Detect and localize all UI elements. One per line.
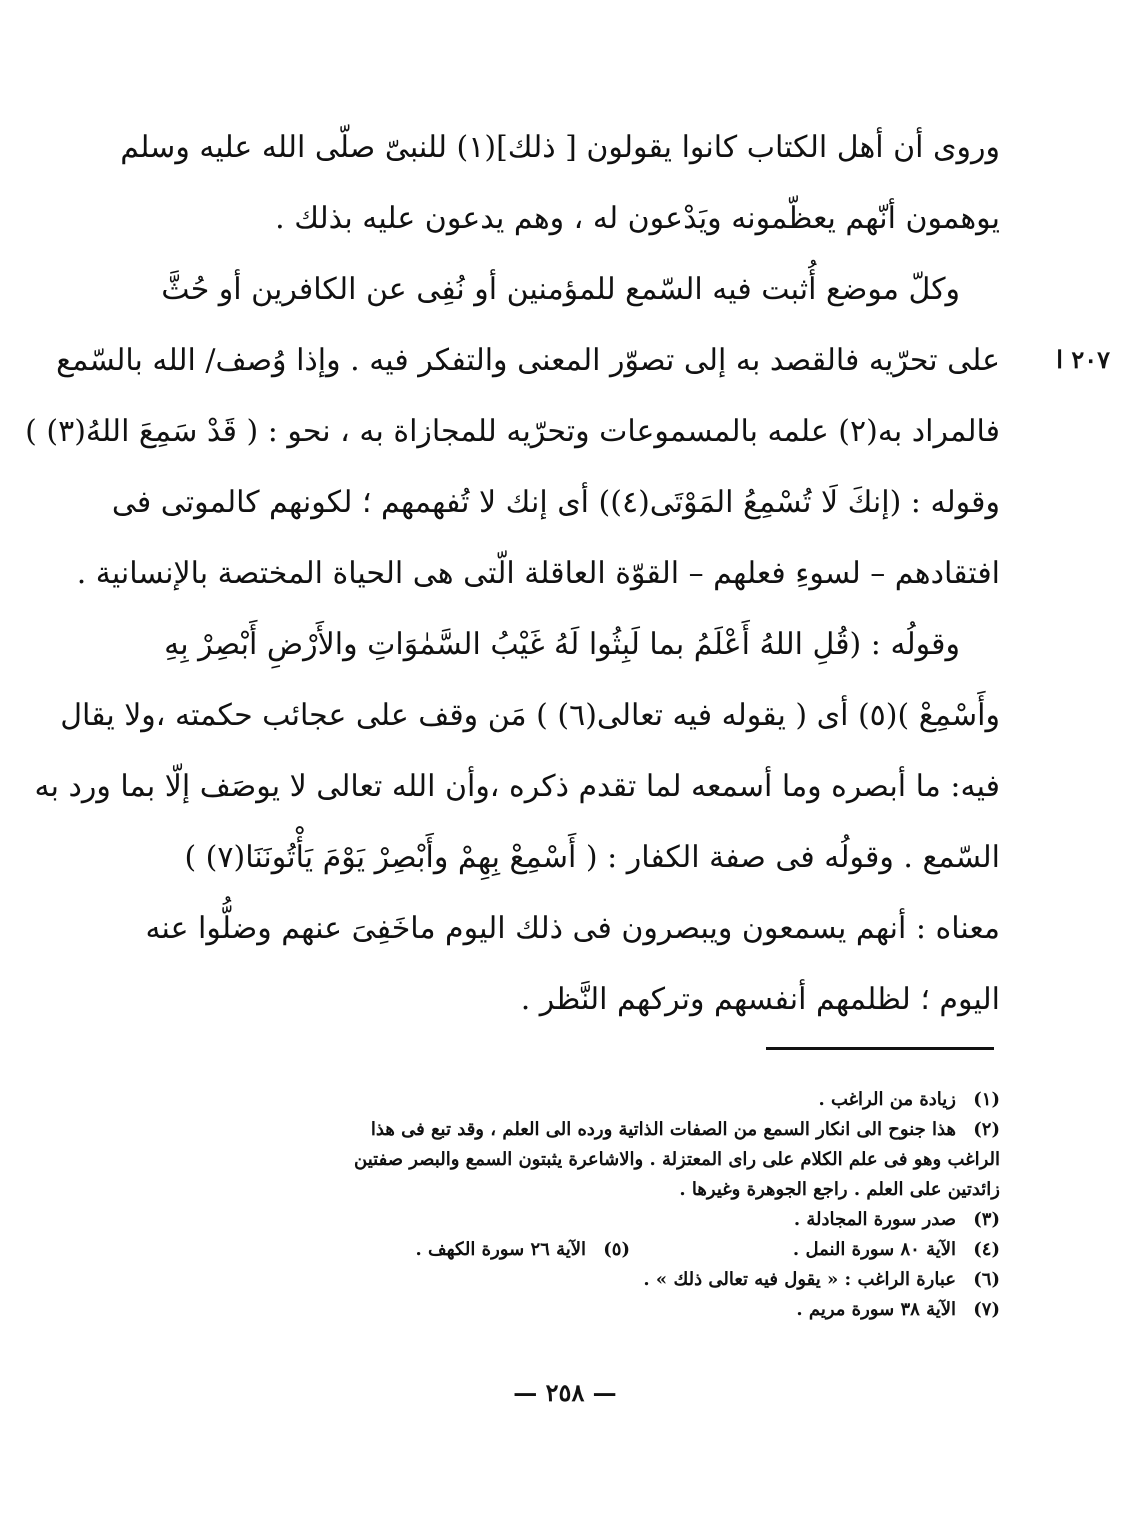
footnote-6 (128, 1265, 1000, 1295)
main-text (25, 112, 1000, 1035)
footnote-2 (128, 1115, 1000, 1145)
footnote-5 (416, 1235, 630, 1265)
text-line: وكلّ موضع أُثبت فيه السّمع للمؤمنين أو نُفِى عن الكافرين أو حُثَّ (161, 272, 960, 307)
footnote-text: الآية ٨٠ سورة النمل . (792, 1239, 956, 1260)
footnote-text: الآية ٣٨ سورة مريم . (796, 1299, 956, 1320)
footnote-2-continued: زائدتين على العلم . راجع الجوهرة وغيرها . (679, 1179, 1000, 1200)
footnote-7 (128, 1295, 1000, 1325)
footnote-text: زيادة من الراغب . (818, 1089, 956, 1110)
text-line: السّمع . وقولُه فى صفة الكفار : ( أَسْمِعْ بِهِمْ وأَبْصِرْ يَوْمَ يَأْتُونَنَا(٧) ) (184, 840, 1000, 875)
text-line: يوهمون أنّهم يعظّمونه ويَدْعون له ، وهم يدعون عليه بذلك . (275, 201, 1000, 236)
text-line: فيه: ما أبصره وما أسمعه لما تقدم ذكره ،وأن الله تعالى لا يوصَف إلّا بما ورد به (34, 769, 1000, 804)
footnote-number: (٥) (603, 1239, 630, 1260)
footnote-row-4-5 (128, 1235, 1000, 1265)
text-line: افتقادهم – لسوءِ فعلهم – القوّة العاقلة الّتى هى الحياة المختصة بالإنسانية . (76, 556, 1000, 591)
margin-note: ٢٠٧ ا (1056, 345, 1110, 374)
footnote-1 (128, 1085, 1000, 1115)
footnote-3 (128, 1205, 1000, 1235)
text-line: وروى أن أهل الكتاب كانوا يقولون [ ذلك](١) للنبىّ صلّى الله عليه وسلم (120, 130, 1000, 165)
text-line: معناه : أنهم يسمعون ويبصرون فى ذلك اليوم ماخَفِىَ عنهم وضلُّوا عنه (145, 911, 1000, 946)
footnote-text: الآية ٢٦ سورة الكهف . (415, 1239, 586, 1260)
text-line: وقوله : (إنكَ لَا تُسْمِعُ المَوْتَى(٤)) أى إنك لا تُفهمهم ؛ لكونهم كالموتى فى (111, 485, 1000, 520)
footnotes (128, 1085, 1000, 1325)
footnote-2-continued: الراغب وهو فى علم الكلام على راى المعتزلة . والاشاعرة يثبتون السمع والبصر صفتين (354, 1149, 1000, 1170)
footnote-4 (670, 1235, 1000, 1265)
page-number: — ٢٥٨ — (513, 1378, 617, 1407)
footnote-separator (766, 1047, 994, 1050)
text-line: وقولُه : (قُلِ اللهُ أَعْلَمُ بما لَبِثُوا لَهُ غَيْبُ السَّمٰوَاتِ والأَرْضِ أَبْصِرْ بِهِ (164, 627, 960, 662)
footnote-number: (٦) (973, 1269, 1000, 1290)
footnote-number: (٧) (973, 1299, 1000, 1320)
text-line: على تحرّيه فالقصد به إلى تصوّر المعنى والتفكر فيه . وإذا وُصف/ الله بالسّمع (56, 343, 1000, 378)
footnote-text: عبارة الراغب : « يقول فيه تعالى ذلك » . (643, 1269, 956, 1290)
footnote-number: (١) (973, 1089, 1000, 1110)
footnote-number: (٤) (973, 1239, 1000, 1260)
text-line: فالمراد به(٢) علمه بالمسموعات وتحرّيه للمجازاة به ، نحو : ( قَدْ سَمِعَ اللهُ(٣) ) (25, 414, 1000, 449)
footnote-number: (٣) (973, 1209, 1000, 1230)
text-line: وأَسْمِعْ )(٥) أى ( يقوله فيه تعالى(٦) ) مَن وقف على عجائب حكمته ،ولا يقال (60, 698, 1000, 733)
text-line: اليوم ؛ لظلمهم أنفسهم وتركهم النَّظر . (520, 982, 1000, 1017)
footnote-text: صدر سورة المجادلة . (793, 1209, 956, 1230)
footnote-text: هذا جنوح الى انكار السمع من الصفات الذاتية ورده الى العلم ، وقد تبع فى هذا (370, 1119, 956, 1140)
footnote-number: (٢) (973, 1119, 1000, 1140)
